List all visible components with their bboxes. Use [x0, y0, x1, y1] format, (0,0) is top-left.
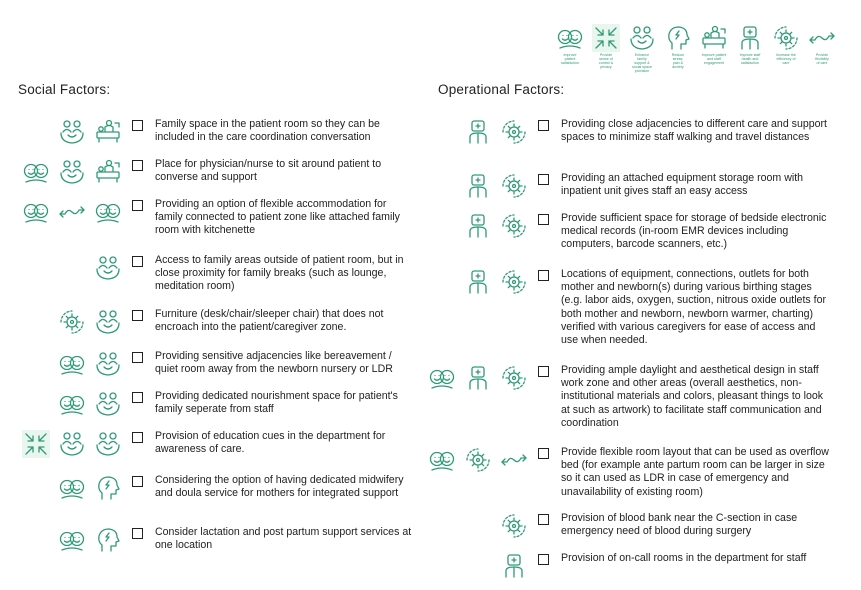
legend-item — [697, 24, 731, 73]
stress-head-icon — [94, 474, 122, 502]
smiley-faces-icon — [22, 158, 50, 186]
efficiency-gear-icon — [500, 512, 528, 540]
factor-item — [12, 198, 417, 238]
factor-icons — [432, 212, 528, 240]
factor-icons — [432, 552, 528, 580]
factor-item — [12, 430, 417, 458]
factor-item — [12, 254, 417, 294]
legend-label: Increase the efficiency of care — [776, 53, 796, 65]
social-factors-title: Social Factors: — [18, 82, 111, 97]
factor-item — [432, 268, 833, 347]
factor-text: Provision of blood bank near the C-section in case emergency need of blood during surgery — [561, 512, 798, 538]
staff-health-icon — [500, 552, 528, 580]
family-support-icon — [628, 24, 656, 52]
factor-item — [432, 172, 833, 200]
factor-item — [12, 158, 417, 186]
family-support-icon — [94, 350, 122, 378]
stress-head-icon — [664, 24, 692, 52]
factor-checkbox[interactable] — [132, 432, 143, 443]
factor-checkbox[interactable] — [132, 120, 143, 131]
factor-item — [432, 552, 833, 580]
factor-text: Providing an attached equipment storage room with inpatient unit gives staff an easy access — [561, 172, 804, 198]
efficiency-gear-icon — [500, 172, 528, 200]
efficiency-gear-icon — [500, 118, 528, 146]
factor-checkbox[interactable] — [538, 514, 549, 525]
factor-text: Place for physician/nurse to sit around patient to converse and support — [155, 158, 382, 184]
operational-factors-title: Operational Factors: — [438, 82, 565, 97]
flexibility-icon — [808, 24, 836, 52]
legend-item — [733, 24, 767, 73]
factor-text: Provision of education cues in the department for awareness of care. — [155, 430, 386, 456]
factor-text: Provide flexible room layout that can be used as overflow bed (for example ante partum room can be larger in size so it can used as LDR in case of emergency and unavailability of existing room) — [561, 446, 829, 498]
factor-item — [12, 350, 417, 378]
legend-label: Provide sense of control & privacy — [598, 53, 614, 69]
legend-item — [661, 24, 695, 73]
factor-icons — [12, 474, 122, 502]
factor-item — [432, 364, 833, 430]
smiley-faces-icon — [94, 198, 122, 226]
staff-health-icon — [464, 118, 492, 146]
factor-checkbox[interactable] — [132, 528, 143, 539]
efficiency-gear-icon — [464, 446, 492, 474]
legend-item — [769, 24, 803, 73]
smiley-faces-icon — [428, 364, 456, 392]
factor-checkbox[interactable] — [132, 310, 143, 321]
factor-icons — [432, 364, 528, 392]
factor-text: Access to family areas outside of patient room, but in close proximity for family breaks (such as lounge, meditation room) — [155, 254, 404, 293]
staff-health-icon — [464, 268, 492, 296]
factor-item — [12, 118, 417, 146]
legend-label: Improve patient and staff engagement — [701, 53, 727, 65]
factor-text: Locations of equipment, connections, outlets for both mother and newborn(s) during various birthing stages (e.g. labor aids, oxygen, suction, nitrous oxide outlets for both mother and newborn, newborn warmer, charting) verified with various caregivers for ease of access and use when needed. — [561, 268, 826, 347]
smiley-faces-icon — [428, 446, 456, 474]
factor-icons — [12, 308, 122, 336]
factor-text: Provision of on-call rooms in the department for staff — [561, 552, 807, 564]
factor-checkbox[interactable] — [538, 554, 549, 565]
efficiency-gear-icon — [500, 212, 528, 240]
factor-checkbox[interactable] — [538, 120, 549, 131]
smiley-faces-icon — [556, 24, 584, 52]
family-support-icon — [58, 118, 86, 146]
control-arrows-icon — [592, 24, 620, 52]
family-support-icon — [94, 308, 122, 336]
efficiency-gear-icon — [500, 364, 528, 392]
efficiency-gear-icon — [58, 308, 86, 336]
family-support-icon — [58, 158, 86, 186]
factor-checkbox[interactable] — [132, 256, 143, 267]
factor-icons — [432, 118, 528, 146]
factor-item — [432, 212, 833, 252]
operational-factors-section — [438, 82, 858, 109]
stress-head-icon — [94, 526, 122, 554]
legend-item — [805, 24, 839, 73]
factor-text: Providing close adjacencies to different care and support spaces to minimize staff walking and travel distances — [561, 118, 827, 144]
factor-item — [12, 308, 417, 336]
social-factors-section — [18, 82, 428, 109]
patient-staff-icon — [94, 118, 122, 146]
smiley-faces-icon — [58, 526, 86, 554]
factor-text: Provide sufficient space for storage of bedside electronic medical records (in-room EMR devices including computers, barcode scanners, etc.) — [561, 212, 827, 251]
factor-item — [432, 512, 833, 540]
factor-icons — [12, 430, 122, 458]
factor-text: Consider lactation and post partum support services at one location — [155, 526, 412, 552]
factor-icons — [12, 158, 122, 186]
factor-checkbox[interactable] — [132, 352, 143, 363]
factor-checkbox[interactable] — [132, 200, 143, 211]
factor-text: Considering the option of having dedicated midwifery and doula service for mothers for integrated support — [155, 474, 404, 500]
staff-health-icon — [464, 364, 492, 392]
legend-label: Provide flexibility of care — [815, 53, 829, 65]
efficiency-gear-icon — [772, 24, 800, 52]
control-arrows-icon — [22, 430, 50, 458]
legend-label: Enhance family support & social space provision — [632, 53, 652, 73]
factor-icons — [12, 254, 122, 282]
factor-text: Providing ample daylight and aesthetical design in staff work zone and other areas (overall aesthetics, non-institutional materials and colors, pleasant things to look at such as artwork) to facilitate staff communication and coordination — [561, 364, 824, 429]
flexibility-icon — [500, 446, 528, 474]
factor-icons — [432, 512, 528, 540]
factor-icons — [12, 118, 122, 146]
family-support-icon — [94, 430, 122, 458]
smiley-faces-icon — [58, 474, 86, 502]
factor-checkbox[interactable] — [132, 160, 143, 171]
factor-icons — [12, 350, 122, 378]
legend-item — [589, 24, 623, 73]
factor-icons — [12, 198, 122, 226]
factor-item — [12, 390, 417, 418]
factor-checkbox[interactable] — [538, 448, 549, 459]
flexibility-icon — [58, 198, 86, 226]
staff-health-icon — [736, 24, 764, 52]
family-support-icon — [58, 430, 86, 458]
factor-text: Providing an option of flexible accommodation for family connected to patient zone like attached family room with kitchenette — [155, 198, 400, 237]
factor-text: Furniture (desk/chair/sleeper chair) that does not encroach into the patient/caregiver zone. — [155, 308, 384, 334]
factor-checkbox[interactable] — [538, 366, 549, 377]
factor-item — [12, 526, 417, 554]
patient-staff-icon — [700, 24, 728, 52]
legend-item — [625, 24, 659, 73]
factor-text: Providing sensitive adjacencies like bereavement / quiet room away from the newborn nursery or LDR — [155, 350, 393, 376]
smiley-faces-icon — [58, 390, 86, 418]
smiley-faces-icon — [22, 198, 50, 226]
factor-checkbox[interactable] — [538, 270, 549, 281]
factor-text: Family space in the patient room so they can be included in the care coordination conversation — [155, 118, 380, 144]
family-support-icon — [94, 254, 122, 282]
factor-checkbox[interactable] — [538, 174, 549, 185]
factor-icons — [432, 172, 528, 200]
family-support-icon — [94, 390, 122, 418]
staff-health-icon — [464, 212, 492, 240]
smiley-faces-icon — [58, 350, 86, 378]
factor-checkbox[interactable] — [538, 214, 549, 225]
factor-checkbox[interactable] — [132, 476, 143, 487]
legend-label: Improve patient satisfaction — [561, 53, 579, 65]
factor-icons — [432, 446, 528, 474]
icon-legend — [553, 24, 839, 73]
factor-icons — [12, 526, 122, 554]
efficiency-gear-icon — [500, 268, 528, 296]
factor-icons — [12, 390, 122, 418]
legend-item — [553, 24, 587, 73]
legend-label: Improve staff health and satisfaction — [739, 53, 761, 65]
patient-staff-icon — [94, 158, 122, 186]
factor-icons — [432, 268, 528, 296]
staff-health-icon — [464, 172, 492, 200]
factor-item — [12, 474, 417, 502]
legend-label: Reduce stress, pain & anxiety — [671, 53, 685, 69]
factor-item — [432, 446, 833, 499]
factor-checkbox[interactable] — [132, 392, 143, 403]
factor-item — [432, 118, 833, 146]
factor-text: Providing dedicated nourishment space for patient's family seperate from staff — [155, 390, 398, 416]
